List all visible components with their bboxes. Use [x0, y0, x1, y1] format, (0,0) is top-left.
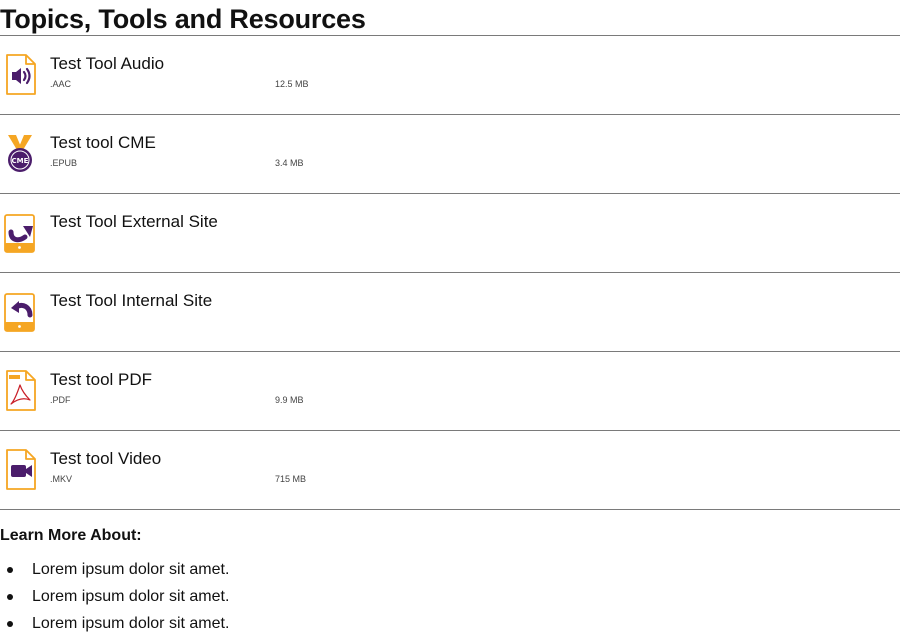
video-file-icon — [3, 449, 37, 491]
bullet-icon — [7, 594, 13, 600]
internal-site-icon — [3, 291, 37, 333]
svg-text:CME: CME — [11, 157, 29, 165]
resource-name[interactable]: Test Tool Internal Site — [50, 291, 213, 310]
learn-more-item-text: Lorem ipsum dolor sit amet. — [32, 561, 230, 578]
resource-row-audio[interactable] — [0, 36, 900, 115]
learn-more-list — [0, 559, 900, 637]
resource-extension: .EPUB — [50, 158, 78, 168]
resource-row-cme[interactable] — [0, 115, 900, 194]
resource-row-internal-site[interactable] — [0, 273, 900, 352]
resource-name[interactable]: Test tool PDF — [50, 370, 153, 389]
learn-more-item-text: Lorem ipsum dolor sit amet. — [32, 588, 230, 605]
learn-more-item-text: Lorem ipsum dolor sit amet. — [32, 615, 230, 632]
resource-row-external-site[interactable] — [0, 194, 900, 273]
resource-size: 12.5 MB — [275, 79, 309, 89]
resource-name[interactable]: Test Tool Audio — [50, 54, 165, 73]
external-site-icon — [3, 212, 37, 254]
resource-size: 9.9 MB — [275, 395, 304, 405]
page-title: Topics, Tools and Resources — [0, 4, 366, 34]
bullet-icon — [7, 567, 13, 573]
resource-extension: .AAC — [50, 79, 72, 89]
resource-size: 3.4 MB — [275, 158, 304, 168]
learn-more-item — [0, 559, 900, 586]
audio-file-icon — [3, 54, 37, 96]
bullet-icon — [7, 621, 13, 627]
resource-row-video[interactable] — [0, 431, 900, 510]
learn-more-title: Learn More About: — [0, 527, 142, 544]
learn-more-item — [0, 586, 900, 613]
resource-name[interactable]: Test tool CME — [50, 133, 156, 152]
learn-more-item — [0, 613, 900, 637]
pdf-file-icon — [3, 370, 37, 412]
resource-name[interactable]: Test Tool External Site — [50, 212, 218, 231]
resource-list — [0, 36, 900, 510]
resource-row-pdf[interactable] — [0, 352, 900, 431]
resource-name[interactable]: Test tool Video — [50, 449, 162, 468]
cme-medal-icon — [3, 133, 37, 175]
resource-extension: .MKV — [50, 474, 73, 484]
resource-size: 715 MB — [275, 474, 307, 484]
resource-extension: .PDF — [50, 395, 71, 405]
